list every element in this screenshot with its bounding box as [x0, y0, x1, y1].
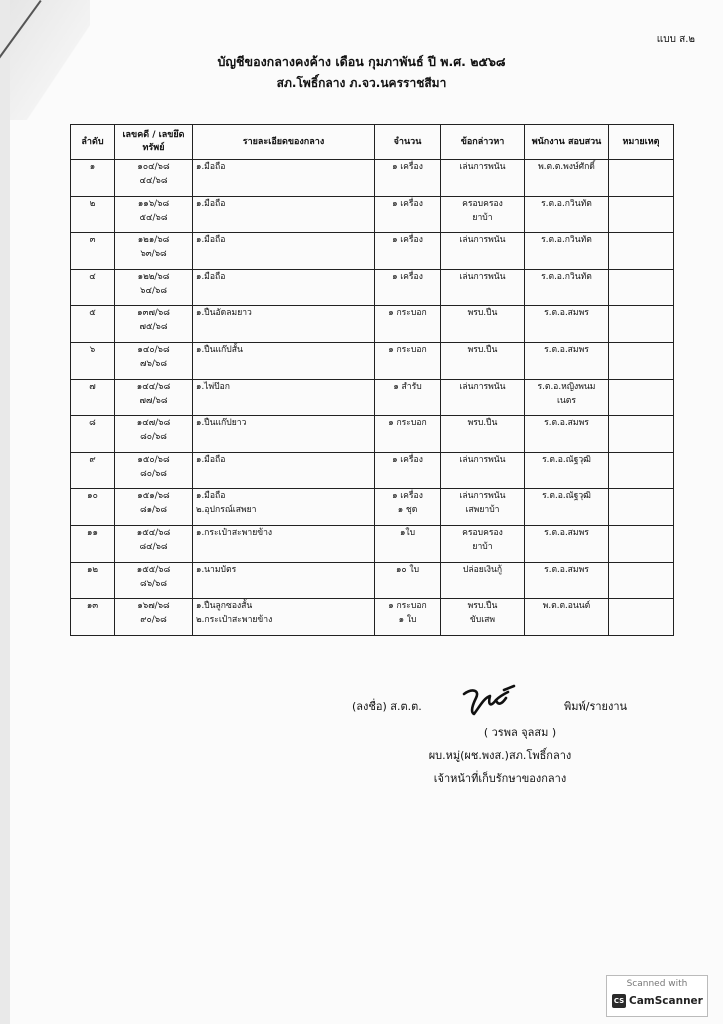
charge-cell — [441, 306, 525, 343]
remark-cell — [609, 562, 674, 599]
case-cell — [115, 452, 193, 489]
table-row — [71, 599, 674, 636]
table-header-row — [71, 125, 674, 160]
table-row — [71, 196, 674, 233]
detail-cell — [193, 306, 375, 343]
item-quantity: ๑ กระบอก — [388, 601, 427, 612]
charge-cell — [441, 379, 525, 416]
case-number: ๑๔๔/๖๘ — [136, 381, 171, 392]
case-cell — [115, 196, 193, 233]
item-detail: ๑.กระเป๋าสะพายข้าง — [196, 527, 273, 538]
case-number: ๑๑๖/๖๘ — [137, 198, 170, 209]
item-quantity-2: ๑ ใบ — [398, 615, 417, 626]
item-quantity: ๑ใบ — [399, 527, 416, 538]
qty-cell — [375, 599, 441, 636]
item-quantity: ๑ กระบอก — [388, 344, 427, 355]
table-row — [71, 489, 674, 526]
qty-cell — [375, 489, 441, 526]
seizure-number: ๘๐/๖๘ — [140, 432, 167, 443]
seizure-number: ๕๔/๖๘ — [139, 212, 168, 223]
officer-cell — [525, 562, 609, 599]
table-row — [71, 342, 674, 379]
charge-cell — [441, 196, 525, 233]
scanner-caption: Scanned with — [626, 979, 688, 989]
item-detail: ๑.นามบัตร — [196, 564, 237, 575]
officer-cell — [525, 306, 609, 343]
officer-name: ร.ต.อ.สมพร — [544, 527, 589, 538]
remark-cell — [609, 599, 674, 636]
charge-cell — [441, 342, 525, 379]
officer-name: ร.ต.อ.กวินทัต — [541, 271, 592, 282]
remark-cell — [609, 379, 674, 416]
detail-cell — [193, 416, 375, 453]
qty-cell — [375, 306, 441, 343]
table-row — [71, 233, 674, 270]
detail-cell — [193, 233, 375, 270]
item-quantity: ๑ เครื่อง — [392, 454, 423, 465]
item-detail: ๑.มือถือ — [196, 454, 226, 465]
remark-cell — [609, 416, 674, 453]
detail-cell — [193, 599, 375, 636]
qty-cell — [375, 233, 441, 270]
charge-text: ครอบครอง — [462, 198, 503, 209]
seizure-number: ๘๐/๖๘ — [140, 468, 167, 479]
item-quantity: ๑ สำรับ — [393, 381, 422, 392]
charge-text-2: เสพยาบ้า — [465, 505, 500, 516]
case-cell — [115, 416, 193, 453]
remark-cell — [609, 452, 674, 489]
signatory-position: ผบ.หมู่(ผช.พงส.)สภ.โพธิ์กลาง — [428, 749, 572, 762]
officer-name: ร.ต.อ.กวินทัต — [541, 198, 592, 209]
camscanner-logo-icon: CS — [612, 994, 626, 1008]
officer-cell — [525, 342, 609, 379]
detail-cell — [193, 562, 375, 599]
charge-text: พรบ.ปืน — [467, 601, 498, 612]
header-officer — [525, 125, 609, 160]
case-cell — [115, 562, 193, 599]
item-detail: ๑.มือถือ — [196, 198, 226, 209]
charge-text-2: ยาบ้า — [472, 212, 493, 223]
case-cell — [115, 525, 193, 562]
signature-role: พิมพ์/รายงาน — [564, 700, 628, 713]
table-row — [71, 306, 674, 343]
officer-cell — [525, 452, 609, 489]
row-number: ๘ — [71, 416, 115, 453]
charge-cell — [441, 269, 525, 306]
officer-name: ร.ต.อ.หญิงพนม — [537, 381, 596, 392]
item-quantity: ๑ เครื่อง — [392, 198, 423, 209]
charge-text: เล่นการพนัน — [459, 235, 506, 246]
charge-cell — [441, 160, 525, 197]
row-number: ๕ — [71, 306, 115, 343]
officer-name: ร.ต.อ.สมพร — [544, 418, 589, 429]
qty-cell — [375, 452, 441, 489]
seizure-number: ๔๔/๖๘ — [139, 176, 168, 186]
row-number: ๙ — [71, 452, 115, 489]
officer-name: ร.ต.อ.ณัฐวุฒิ — [542, 491, 591, 502]
detail-cell — [193, 269, 375, 306]
header-qty: จำนวน — [375, 125, 441, 160]
item-detail: ๑.มือถือ — [196, 271, 226, 282]
charge-text: เล่นการพนัน — [459, 454, 506, 465]
item-detail: ๑.ปืนอัดลมยาว — [196, 308, 252, 319]
item-detail-2: ๒.อุปกรณ์เสพยา — [196, 505, 257, 516]
document-title: บัญชีของกลางคงค้าง เดือน กุมภาพันธ์ ปี พ.ศ. ๒๕๖๘ — [217, 54, 506, 69]
case-cell — [115, 489, 193, 526]
officer-name-2: เนตร — [556, 395, 576, 406]
qty-cell — [375, 269, 441, 306]
camscanner-badge — [606, 975, 708, 1017]
header-charge: ข้อกล่าวหา — [441, 125, 525, 160]
seizure-number: ๙๐/๖๘ — [140, 615, 167, 626]
header-remark: หมายเหตุ — [609, 125, 674, 160]
remark-cell — [609, 489, 674, 526]
detail-cell — [193, 489, 375, 526]
seizure-number: ๗๖/๖๘ — [140, 358, 167, 369]
charge-cell — [441, 525, 525, 562]
officer-cell — [525, 160, 609, 197]
qty-cell — [375, 342, 441, 379]
officer-name: พ.ต.ต.อนนต์ — [542, 601, 591, 612]
qty-cell — [375, 525, 441, 562]
officer-name: พ.ต.ต.พงษ์ศักดิ์ — [538, 162, 595, 172]
charge-cell — [441, 489, 525, 526]
seizure-number: ๗๕/๖๘ — [139, 322, 168, 333]
row-number: ๑๒ — [71, 562, 115, 599]
item-detail: ๑.ปืนแก๊ปสั้น — [196, 344, 243, 355]
item-quantity: ๑๐ ใบ — [395, 564, 420, 575]
seizure-number: ๘๑/๖๘ — [139, 505, 168, 516]
item-quantity: ๑ เครื่อง — [392, 271, 423, 282]
officer-name: ร.ต.อ.สมพร — [544, 344, 589, 355]
officer-cell — [525, 599, 609, 636]
header-officer-line2: สอบสวน — [567, 136, 602, 147]
header-detail: รายละเอียดของกลาง — [193, 125, 375, 160]
row-number: ๗ — [71, 379, 115, 416]
officer-cell — [525, 416, 609, 453]
officer-name: ร.ต.อ.สมพร — [544, 564, 589, 575]
charge-cell — [441, 416, 525, 453]
item-detail: ๑.มือถือ — [196, 491, 226, 502]
table-row — [71, 562, 674, 599]
charge-text: ปล่อยเงินกู้ — [462, 564, 503, 575]
qty-cell — [375, 416, 441, 453]
case-number: ๑๐๔/๖๘ — [137, 162, 170, 172]
officer-cell — [525, 525, 609, 562]
evidence-table — [70, 124, 674, 636]
charge-text: พรบ.ปืน — [467, 344, 498, 355]
document-subtitle: สภ.โพธิ์กลาง ภ.จว.นครราชสีมา — [276, 76, 447, 90]
table-row — [71, 160, 674, 197]
seizure-number: ๗๗/๖๘ — [139, 395, 168, 406]
item-quantity-2: ๑ ชุด — [397, 505, 418, 516]
item-quantity: ๑ เครื่อง — [392, 162, 423, 172]
item-quantity: ๑ เครื่อง — [392, 491, 423, 502]
row-number: ๒ — [71, 196, 115, 233]
case-number: ๑๕๐/๖๘ — [137, 454, 170, 465]
case-cell — [115, 269, 193, 306]
signatory-name: ( วรพล จุลสม ) — [483, 726, 557, 739]
remark-cell — [609, 233, 674, 270]
case-cell — [115, 599, 193, 636]
case-cell — [115, 342, 193, 379]
case-number: ๑๕๑/๖๘ — [137, 491, 170, 502]
remark-cell — [609, 196, 674, 233]
header-officer-line1: พนักงาน — [531, 136, 565, 147]
form-code: แบบ ส.๒ — [656, 34, 695, 45]
case-number: ๑๔๗/๖๘ — [136, 418, 171, 429]
row-number: ๑๓ — [71, 599, 115, 636]
case-number: ๑๕๕/๖๘ — [136, 564, 171, 575]
scanner-brand: CamScanner — [629, 995, 703, 1007]
detail-cell — [193, 342, 375, 379]
item-quantity: ๑ เครื่อง — [392, 235, 423, 246]
charge-cell — [441, 562, 525, 599]
charge-text-2: ขับเสพ — [469, 615, 496, 626]
qty-cell — [375, 160, 441, 197]
remark-cell — [609, 306, 674, 343]
seizure-number: ๖๔/๖๘ — [140, 285, 167, 296]
item-quantity: ๑ กระบอก — [388, 308, 427, 319]
officer-cell — [525, 269, 609, 306]
remark-cell — [609, 160, 674, 197]
seizure-number: ๘๖/๖๘ — [139, 578, 168, 589]
header-no: ลำดับ — [71, 125, 115, 160]
item-detail: ๑.มือถือ — [196, 235, 226, 246]
table-row — [71, 416, 674, 453]
row-number: ๑๑ — [71, 525, 115, 562]
charge-text-2: ยาบ้า — [472, 541, 493, 552]
case-cell — [115, 233, 193, 270]
table-row — [71, 379, 674, 416]
charge-text: ครอบครอง — [462, 527, 503, 538]
remark-cell — [609, 269, 674, 306]
case-number: ๑๔๐/๖๘ — [137, 344, 170, 355]
charge-text: พรบ.ปืน — [467, 308, 498, 319]
case-number: ๑๖๗/๖๘ — [137, 601, 170, 612]
officer-cell — [525, 196, 609, 233]
case-number: ๑๒๑/๖๘ — [137, 235, 170, 246]
charge-text: เล่นการพนัน — [459, 491, 506, 502]
charge-text: เล่นการพนัน — [459, 271, 506, 282]
item-detail: ๑.มือถือ — [196, 162, 226, 172]
item-detail: ๑.ปืนลูกซองสั้น — [196, 601, 253, 612]
detail-cell — [193, 525, 375, 562]
charge-cell — [441, 599, 525, 636]
officer-name: ร.ต.อ.กวินทัต — [541, 235, 592, 246]
table-row — [71, 525, 674, 562]
charge-cell — [441, 233, 525, 270]
case-number: ๑๕๔/๖๘ — [136, 527, 171, 538]
row-number: ๔ — [71, 269, 115, 306]
case-cell — [115, 379, 193, 416]
item-detail-2: ๒.กระเป๋าสะพายข้าง — [196, 615, 273, 626]
detail-cell — [193, 196, 375, 233]
row-number: ๑๐ — [71, 489, 115, 526]
qty-cell — [375, 562, 441, 599]
qty-cell — [375, 196, 441, 233]
seizure-number: ๖๓/๖๘ — [140, 249, 167, 260]
detail-cell — [193, 452, 375, 489]
case-number: ๑๓๗/๖๘ — [137, 308, 170, 319]
officer-name: ร.ต.อ.ณัฐวุฒิ — [542, 454, 591, 465]
header-case — [115, 125, 193, 160]
item-detail: ๑.ไพ่ป๊อก — [196, 381, 230, 392]
officer-cell — [525, 489, 609, 526]
table-body — [71, 160, 674, 636]
remark-cell — [609, 525, 674, 562]
header-case-line1: เลขคดี / — [122, 130, 156, 140]
row-number: ๖ — [71, 342, 115, 379]
seizure-number: ๘๔/๖๘ — [139, 541, 168, 552]
signature-label: (ลงชื่อ) ส.ต.ต. — [352, 700, 422, 713]
charge-cell — [441, 452, 525, 489]
officer-cell — [525, 233, 609, 270]
table-row — [71, 269, 674, 306]
row-number: ๓ — [71, 233, 115, 270]
item-quantity: ๑ กระบอก — [388, 418, 427, 429]
remark-cell — [609, 342, 674, 379]
item-detail: ๑.ปืนแก๊ปยาว — [196, 418, 247, 429]
charge-text: เล่นการพนัน — [459, 381, 506, 392]
case-cell — [115, 160, 193, 197]
detail-cell — [193, 379, 375, 416]
row-number: ๑ — [71, 160, 115, 197]
charge-text: เล่นการพนัน — [459, 162, 506, 172]
case-number: ๑๒๒/๖๘ — [137, 271, 170, 282]
signatory-duty: เจ้าหน้าที่เก็บรักษาของกลาง — [433, 772, 567, 785]
officer-name: ร.ต.อ.สมพร — [544, 308, 589, 319]
header-case-line2: เลขยึดทรัพย์ — [142, 130, 185, 153]
qty-cell — [375, 379, 441, 416]
table-row — [71, 452, 674, 489]
detail-cell — [193, 160, 375, 197]
case-cell — [115, 306, 193, 343]
officer-cell — [525, 379, 609, 416]
charge-text: พรบ.ปืน — [467, 418, 498, 429]
